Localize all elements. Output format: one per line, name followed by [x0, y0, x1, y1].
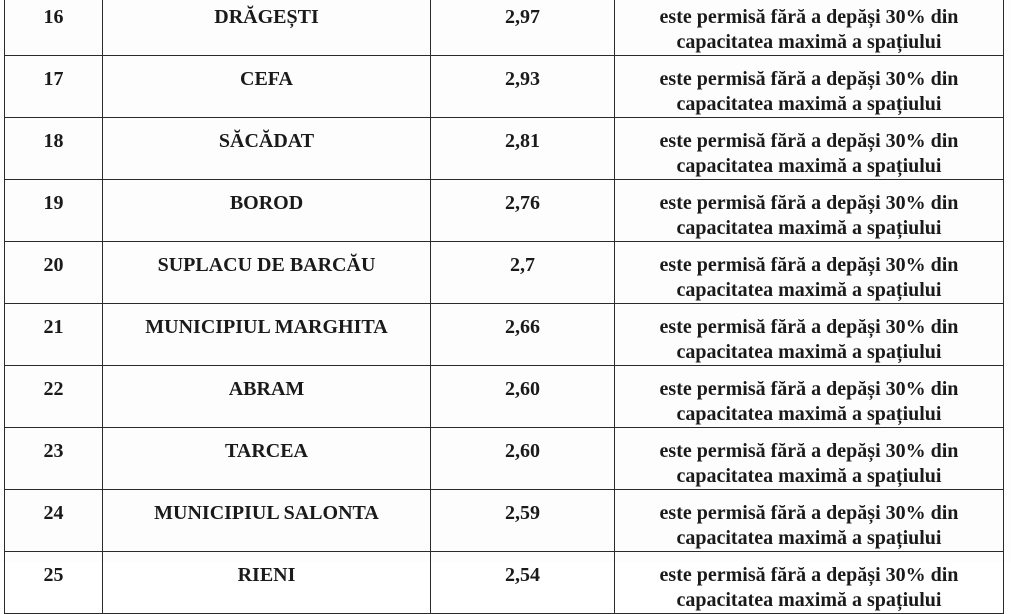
capacity-status-text: este permisă fără a depăși 30% din capacitatea maximă a spațiului — [659, 6, 959, 53]
capacity-status-text: este permisă fără a depăși 30% din capacitatea maximă a spațiului — [659, 502, 959, 549]
table-row — [5, 0, 1004, 56]
incidence-rate-cell — [431, 552, 615, 614]
row-number-text: 21 — [43, 316, 64, 338]
incidence-rate-text: 2,66 — [505, 316, 540, 338]
incidence-rate-text: 2,59 — [505, 502, 540, 524]
table-row — [5, 56, 1004, 118]
row-number-text: 22 — [43, 378, 64, 400]
row-number-text: 16 — [43, 6, 64, 28]
incidence-rate-cell — [431, 490, 615, 552]
locality-name-text: DRĂGEȘTI — [214, 6, 319, 28]
table-row — [5, 428, 1004, 490]
table-row — [5, 366, 1004, 428]
locality-name-text: BOROD — [229, 192, 304, 214]
capacity-status-cell — [615, 56, 1004, 118]
incidence-rate-text: 2,54 — [505, 564, 540, 586]
row-number-cell — [5, 56, 103, 118]
locality-name-cell — [103, 490, 431, 552]
row-number-cell — [5, 304, 103, 366]
locality-name-text: SĂCĂDAT — [218, 130, 315, 152]
table-body — [5, 0, 1004, 614]
table-row — [5, 304, 1004, 366]
row-number-text: 18 — [43, 130, 64, 152]
locality-name-cell — [103, 242, 431, 304]
capacity-status-cell — [615, 428, 1004, 490]
capacity-status-cell — [615, 304, 1004, 366]
incidence-rate-text: 2,93 — [505, 68, 540, 90]
locality-table — [4, 0, 1004, 614]
locality-name-cell — [103, 0, 431, 56]
capacity-status-text: este permisă fără a depăși 30% din capacitatea maximă a spațiului — [659, 192, 959, 239]
locality-name-text: SUPLACU DE BARCĂU — [157, 254, 376, 276]
capacity-status-text: este permisă fără a depăși 30% din capacitatea maximă a spațiului — [659, 564, 959, 611]
row-number-text: 20 — [43, 254, 64, 276]
capacity-status-cell — [615, 242, 1004, 304]
row-number-text: 19 — [43, 192, 64, 214]
capacity-status-cell — [615, 490, 1004, 552]
incidence-rate-text: 2,60 — [505, 378, 540, 400]
locality-name-text: ABRAM — [228, 378, 305, 400]
row-number-cell — [5, 0, 103, 56]
locality-name-cell — [103, 118, 431, 180]
capacity-status-text: este permisă fără a depăși 30% din capacitatea maximă a spațiului — [659, 68, 959, 115]
capacity-status-cell — [615, 0, 1004, 56]
incidence-rate-text: 2,97 — [505, 6, 540, 28]
locality-name-cell — [103, 428, 431, 490]
locality-name-text: MUNICIPIUL SALONTA — [154, 502, 379, 524]
row-number-cell — [5, 180, 103, 242]
table-row — [5, 552, 1004, 614]
capacity-status-text: este permisă fără a depăși 30% din capacitatea maximă a spațiului — [659, 254, 959, 301]
incidence-rate-cell — [431, 180, 615, 242]
row-number-text: 24 — [43, 502, 64, 524]
locality-name-text: TARCEA — [225, 440, 308, 462]
locality-name-cell — [103, 180, 431, 242]
locality-name-text: RIENI — [237, 564, 296, 586]
incidence-rate-cell — [431, 56, 615, 118]
locality-name-text: CEFA — [240, 68, 293, 90]
locality-name-cell — [103, 304, 431, 366]
table-row — [5, 490, 1004, 552]
row-number-text: 17 — [43, 68, 64, 90]
capacity-status-cell — [615, 552, 1004, 614]
incidence-rate-text: 2,76 — [505, 192, 540, 214]
incidence-rate-cell — [431, 428, 615, 490]
table-row — [5, 180, 1004, 242]
row-number-cell — [5, 490, 103, 552]
table-row — [5, 118, 1004, 180]
capacity-status-cell — [615, 118, 1004, 180]
locality-name-cell — [103, 366, 431, 428]
row-number-text: 23 — [43, 440, 64, 462]
capacity-status-cell — [615, 180, 1004, 242]
capacity-status-text: este permisă fără a depăși 30% din capacitatea maximă a spațiului — [659, 316, 959, 363]
capacity-status-text: este permisă fără a depăși 30% din capacitatea maximă a spațiului — [659, 440, 959, 487]
row-number-cell — [5, 118, 103, 180]
incidence-rate-cell — [431, 242, 615, 304]
capacity-status-cell — [615, 366, 1004, 428]
row-number-cell — [5, 552, 103, 614]
incidence-rate-cell — [431, 0, 615, 56]
incidence-rate-text: 2,60 — [505, 440, 540, 462]
row-number-text: 25 — [43, 564, 64, 586]
incidence-rate-cell — [431, 366, 615, 428]
incidence-rate-cell — [431, 304, 615, 366]
row-number-cell — [5, 242, 103, 304]
incidence-rate-text: 2,7 — [510, 254, 535, 276]
row-number-cell — [5, 366, 103, 428]
row-number-cell — [5, 428, 103, 490]
locality-name-cell — [103, 56, 431, 118]
capacity-status-text: este permisă fără a depăși 30% din capacitatea maximă a spațiului — [659, 378, 959, 425]
table-row — [5, 242, 1004, 304]
incidence-rate-text: 2,81 — [505, 130, 540, 152]
locality-name-text: MUNICIPIUL MARGHITA — [145, 316, 388, 338]
capacity-status-text: este permisă fără a depăși 30% din capacitatea maximă a spațiului — [659, 130, 959, 177]
locality-name-cell — [103, 552, 431, 614]
incidence-rate-cell — [431, 118, 615, 180]
